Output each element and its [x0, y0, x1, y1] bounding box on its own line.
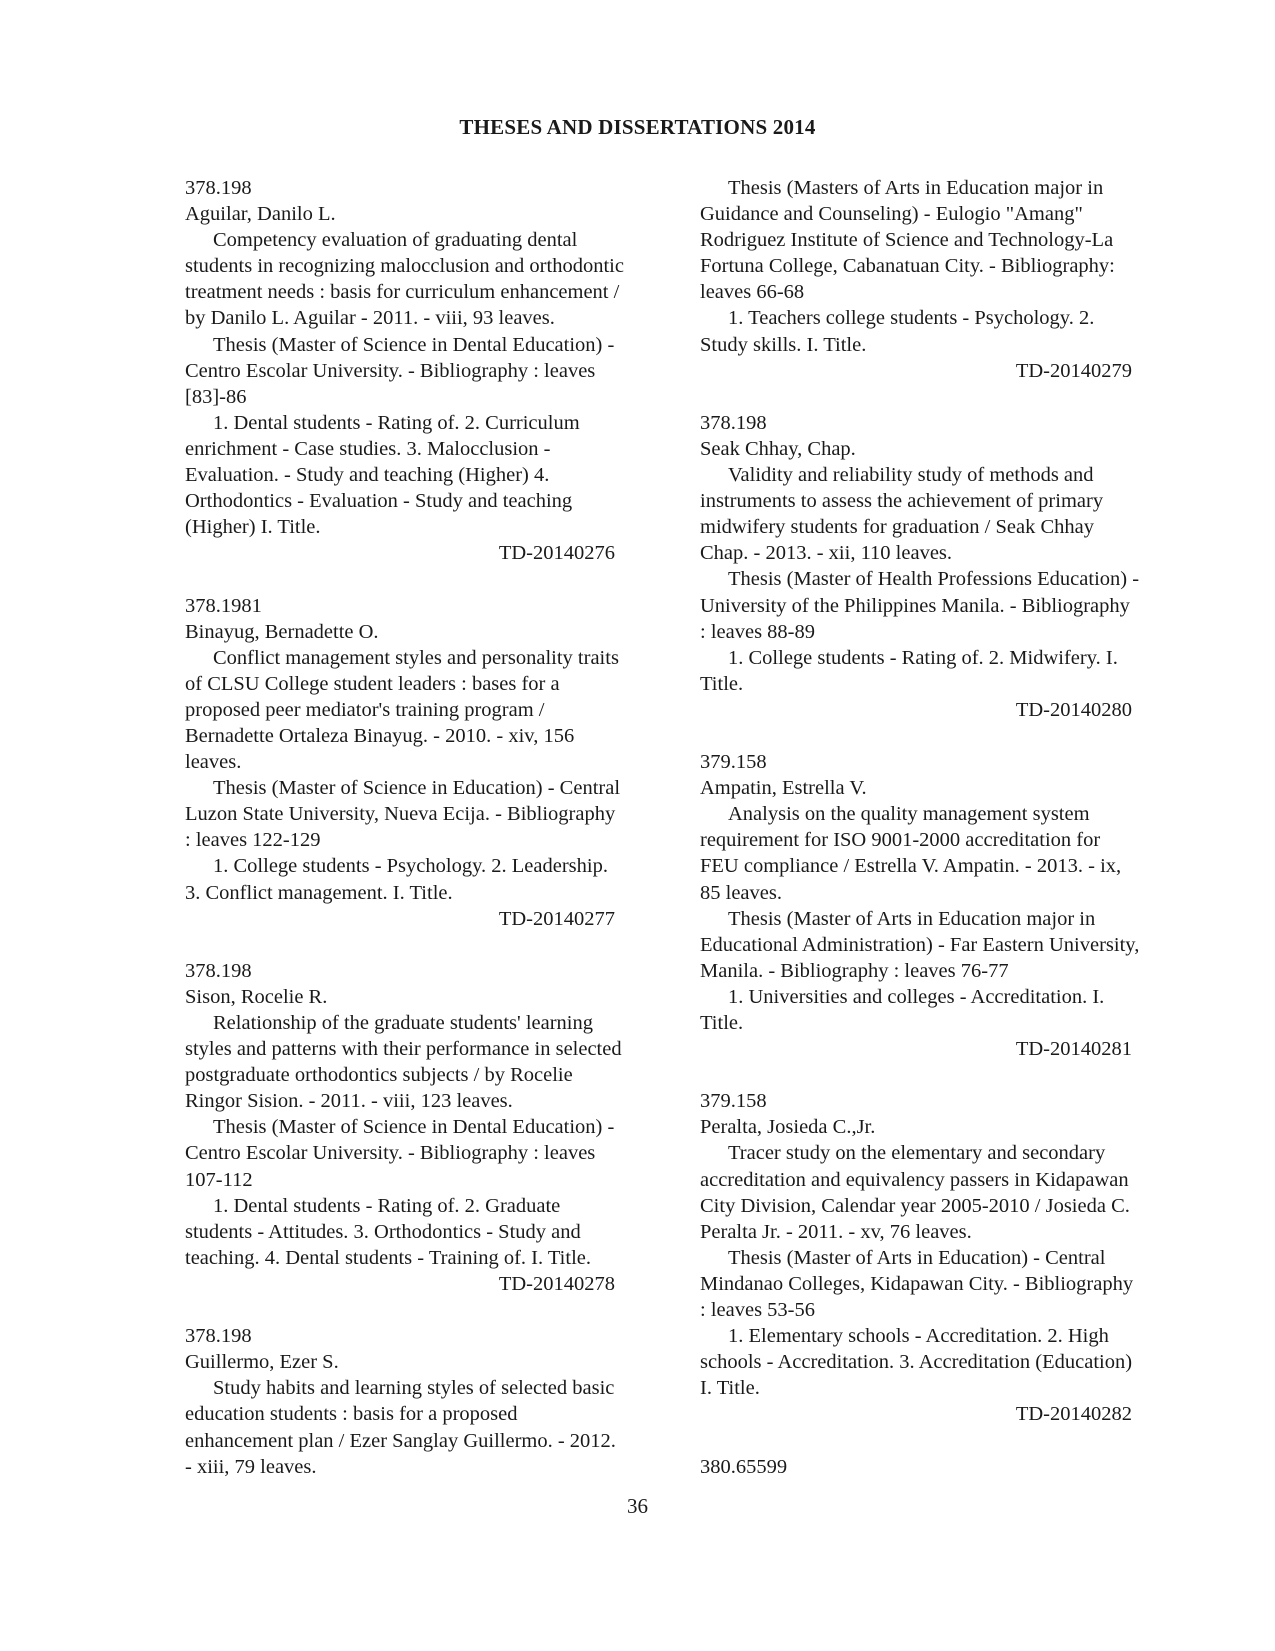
title-line: midwifery students for graduation / Seak Chhay	[700, 516, 1094, 539]
call-number: 378.1981	[185, 594, 262, 617]
subject-line: enrichment - Case studies. 3. Malocclusion -	[185, 437, 551, 460]
title-line: styles and patterns with their performance in selected	[185, 1038, 622, 1061]
thesis-note-line: : leaves 122-129	[185, 829, 321, 852]
author: Seak Chhay, Chap.	[700, 437, 856, 460]
catalog-entry	[185, 593, 675, 932]
title-line: requirement for ISO 9001-2000 accreditation for	[700, 829, 1101, 852]
thesis-note-line: Thesis (Master of Arts in Education major in	[728, 907, 1096, 930]
title-line: students in recognizing malocclusion and orthodontic	[185, 255, 624, 278]
accession-number: TD-20140281	[1015, 1038, 1132, 1061]
subject-line: (Higher) I. Title.	[185, 516, 321, 539]
title-line: accreditation and equivalency passers in Kidapawan	[700, 1168, 1129, 1191]
title-line: Conflict management styles and personality traits	[213, 646, 619, 669]
author: Peralta, Josieda C.,Jr.	[700, 1116, 876, 1139]
thesis-note-line: Centro Escolar University. - Bibliography : leaves	[185, 1142, 596, 1165]
thesis-note-line: Manila. - Bibliography : leaves 76-77	[700, 959, 1009, 982]
subject-line: schools - Accreditation. 3. Accreditation (Education)	[700, 1351, 1133, 1374]
thesis-note-line: Luzon State University, Nueva Ecija. - Bibliography	[185, 803, 616, 826]
call-number: 378.198	[185, 959, 252, 982]
subject-line: Evaluation. - Study and teaching (Higher) 4.	[185, 464, 550, 487]
entry-separator	[185, 932, 675, 958]
subject-line: 1. Dental students - Rating of. 2. Curriculum	[213, 411, 580, 434]
subject-line: Title.	[700, 1012, 744, 1034]
title-line: by Danilo L. Aguilar - 2011. - viii, 93 leaves.	[185, 307, 555, 330]
title-line: Ringor Sision. - 2011. - viii, 123 leaves.	[185, 1090, 513, 1113]
page-title: THESES AND DISSERTATIONS 2014	[459, 115, 816, 139]
entry-separator	[700, 1428, 1192, 1454]
subject-line: Title.	[700, 672, 744, 695]
catalog-entry	[185, 958, 675, 1297]
catalog-entry	[700, 749, 1192, 1062]
thesis-note-line: Educational Administration) - Far Eastern University,	[700, 933, 1140, 956]
entry-separator	[700, 384, 1192, 410]
author: Sison, Rocelie R.	[185, 985, 328, 1008]
catalog-entry	[185, 175, 675, 566]
title-line: Study habits and learning styles of selected basic	[213, 1377, 615, 1400]
thesis-note-line: Fortuna College, Cabanatuan City. - Bibliography:	[700, 255, 1115, 278]
title-line: of CLSU College student leaders : bases for a	[185, 672, 560, 695]
call-number: 378.198	[185, 1325, 252, 1348]
thesis-note-line: Thesis (Master of Arts in Education) - Central	[728, 1246, 1106, 1269]
subject-line: students - Attitudes. 3. Orthodontics - Study and	[185, 1220, 581, 1243]
accession-number: TD-20140280	[1015, 698, 1132, 721]
thesis-note-line: Rodriguez Institute of Science and Technology-La	[700, 229, 1114, 252]
thesis-note-line: [83]-86	[185, 385, 247, 408]
entry-separator	[700, 1062, 1192, 1088]
title-line: treatment needs : basis for curriculum enhancement /	[185, 281, 620, 304]
call-number: 380.65599	[700, 1455, 788, 1478]
author: Aguilar, Danilo L.	[185, 203, 336, 226]
entry-separator	[185, 1297, 675, 1323]
title-line: leaves.	[185, 751, 242, 774]
title-line: instruments to assess the achievement of primary	[700, 490, 1104, 513]
entry-separator	[700, 723, 1192, 749]
thesis-note-line: : leaves 88-89	[700, 620, 815, 643]
title-line: City Division, Calendar year 2005-2010 / Josieda C.	[700, 1194, 1130, 1217]
subject-line: Orthodontics - Evaluation - Study and teaching	[185, 490, 573, 513]
catalog-entry	[700, 410, 1192, 723]
subject-line: 1. Elementary schools - Accreditation. 2. High	[728, 1325, 1109, 1348]
accession-number: TD-20140277	[498, 907, 615, 930]
title-line: FEU compliance / Estrella V. Ampatin. - 2013. - ix,	[700, 855, 1122, 878]
subject-line: I. Title.	[700, 1377, 760, 1400]
thesis-note-line: Thesis (Master of Science in Dental Education) -	[213, 333, 615, 356]
subject-line: 3. Conflict management. I. Title.	[185, 881, 453, 904]
catalog-entry	[700, 1454, 1192, 1480]
page-number: 36	[627, 1494, 648, 1518]
title-line: Peralta Jr. - 2011. - xv, 76 leaves.	[700, 1220, 972, 1243]
thesis-note-line: Guidance and Counseling) - Eulogio "Amang"	[700, 203, 1083, 226]
thesis-note-line: leaves 66-68	[700, 281, 805, 304]
accession-number: TD-20140278	[498, 1272, 615, 1295]
title-line: Analysis on the quality management system	[728, 803, 1090, 826]
thesis-note-line: : leaves 53-56	[700, 1299, 815, 1322]
title-line: 85 leaves.	[700, 881, 782, 904]
accession-number: TD-20140279	[1015, 359, 1132, 382]
title-line: education students : basis for a proposed	[185, 1403, 518, 1426]
thesis-note-line: 107-112	[185, 1168, 253, 1191]
title-line: proposed peer mediator's training program /	[185, 698, 545, 721]
title-line: Tracer study on the elementary and secondary	[728, 1142, 1106, 1165]
catalog-entry	[185, 1323, 675, 1480]
author: Ampatin, Estrella V.	[700, 777, 867, 800]
subject-line: 1. Universities and colleges - Accreditation. I.	[728, 985, 1105, 1008]
title-line: Bernadette Ortaleza Binayug. - 2010. - xiv, 156	[185, 724, 575, 747]
thesis-note-line: Thesis (Master of Science in Education) - Central	[213, 777, 621, 800]
left-column	[185, 175, 675, 1480]
catalog-entry	[700, 175, 1192, 384]
call-number: 379.158	[700, 751, 767, 774]
subject-line: 1. College students - Rating of. 2. Midwifery. I.	[728, 646, 1118, 669]
title-line: Validity and reliability study of methods and	[728, 464, 1094, 487]
call-number: 379.158	[700, 1090, 767, 1113]
subject-line: 1. Dental students - Rating of. 2. Graduate	[213, 1194, 561, 1217]
call-number: 378.198	[700, 411, 767, 434]
author: Guillermo, Ezer S.	[185, 1351, 339, 1374]
right-column	[700, 175, 1192, 1480]
title-line: enhancement plan / Ezer Sanglay Guillermo. - 2012.	[185, 1429, 616, 1452]
title-line: Relationship of the graduate students' learning	[213, 1012, 594, 1034]
accession-number: TD-20140276	[498, 542, 615, 565]
thesis-note-line: Centro Escolar University. - Bibliography : leaves	[185, 359, 596, 382]
subject-line: Study skills. I. Title.	[700, 333, 867, 356]
accession-number: TD-20140282	[1015, 1403, 1132, 1426]
catalog-entry	[700, 1088, 1192, 1427]
thesis-note-line: Thesis (Masters of Arts in Education major in	[728, 177, 1104, 199]
entry-separator	[185, 566, 675, 592]
title-line: - xiii, 79 leaves.	[185, 1455, 317, 1478]
subject-line: teaching. 4. Dental students - Training of. I. Title.	[185, 1246, 591, 1269]
title-line: postgraduate orthodontics subjects / by Rocelie	[185, 1064, 573, 1087]
title-line: Competency evaluation of graduating dental	[213, 229, 578, 252]
subject-line: 1. College students - Psychology. 2. Leadership.	[213, 855, 608, 878]
author: Binayug, Bernadette O.	[185, 620, 379, 643]
subject-line: 1. Teachers college students - Psychology. 2.	[728, 307, 1095, 330]
thesis-note-line: Thesis (Master of Science in Dental Education) -	[213, 1116, 615, 1139]
title-line: Chap. - 2013. - xii, 110 leaves.	[700, 542, 953, 565]
thesis-note-line: Thesis (Master of Health Professions Education) -	[728, 568, 1140, 591]
thesis-note-line: Mindanao Colleges, Kidapawan City. - Bibliography	[700, 1272, 1134, 1295]
thesis-note-line: University of the Philippines Manila. - Bibliography	[700, 594, 1130, 617]
call-number: 378.198	[185, 177, 252, 199]
